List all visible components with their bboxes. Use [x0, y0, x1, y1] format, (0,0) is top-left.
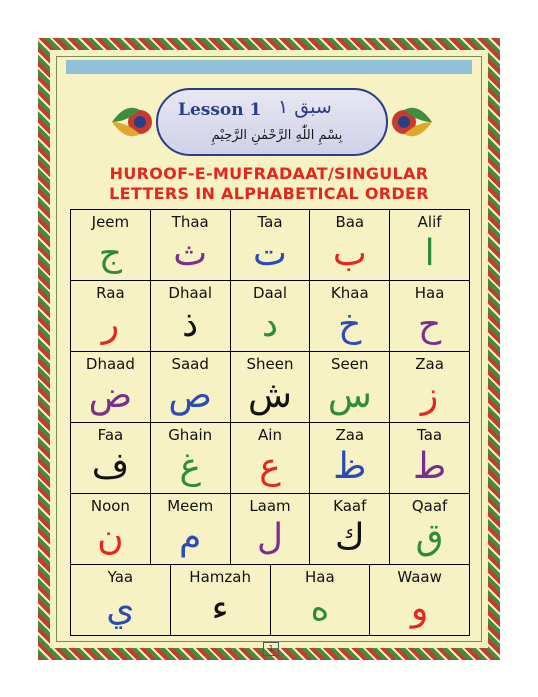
letter-cell: [71, 565, 171, 636]
title-line-2: LETTERS IN ALPHABETICAL ORDER: [109, 184, 429, 203]
letter-name: Jeem: [91, 213, 130, 231]
letter-cell: [310, 281, 390, 352]
letter-glyph: و: [410, 588, 429, 629]
letter-glyph: ت: [253, 233, 287, 274]
letter-cell: [71, 209, 151, 281]
letter-name: Dhaad: [85, 355, 135, 373]
letter-glyph: د: [261, 304, 278, 345]
letter-cell: [310, 352, 390, 423]
floral-ornament-icon: [390, 98, 434, 146]
letter-name: Thaa: [171, 213, 209, 231]
letter-glyph: ر: [101, 304, 120, 345]
letter-row: [70, 352, 470, 423]
letter-row: [70, 209, 470, 281]
letter-name: Dhaal: [168, 284, 212, 302]
letter-cell: [151, 209, 231, 281]
letter-cell: [231, 209, 311, 281]
letter-name: Yaa: [107, 568, 134, 586]
letter-glyph: غ: [179, 446, 201, 487]
letter-name: Kaaf: [333, 497, 367, 515]
lesson-title-ar: سبق ١: [278, 96, 332, 118]
letter-glyph: خ: [338, 304, 362, 345]
letter-name: Noon: [90, 497, 130, 515]
lesson-title-en: Lesson 1: [178, 100, 262, 120]
letter-name: Ain: [258, 426, 282, 444]
floral-ornament-icon: [110, 98, 154, 146]
letter-glyph: ء: [211, 588, 229, 629]
top-bar: [66, 60, 472, 74]
letter-name: Taa: [417, 426, 443, 444]
letter-glyph: ن: [97, 517, 124, 558]
letter-name: Hamzah: [189, 568, 251, 586]
letter-cell: [71, 423, 151, 494]
letter-cell: [231, 352, 311, 423]
letter-glyph: ث: [173, 233, 208, 274]
letter-name: Waaw: [397, 568, 442, 586]
letter-name: Ghain: [168, 426, 213, 444]
letter-cell: [151, 281, 231, 352]
letter-glyph: ب: [332, 233, 367, 274]
banner-frame: [156, 88, 388, 156]
letter-cell: [310, 209, 390, 281]
letter-row: [70, 423, 470, 494]
letter-name: Seen: [331, 355, 369, 373]
letter-name: Khaa: [330, 284, 369, 302]
letter-cell: [71, 352, 151, 423]
letter-glyph: ح: [417, 304, 442, 345]
letter-cell: [151, 423, 231, 494]
letter-cell: [310, 494, 390, 565]
letter-name: Alif: [417, 213, 442, 231]
letter-glyph: ظ: [333, 446, 367, 487]
letter-glyph: ص: [168, 375, 212, 416]
letter-name: Taa: [257, 213, 283, 231]
letter-cell: [151, 494, 231, 565]
letter-glyph: ك: [334, 517, 365, 558]
letter-glyph: ذ: [182, 304, 199, 345]
bismillah: بِسْمِ اللّٰهِ الرَّحْمٰنِ الرَّحِيْمِ: [211, 128, 343, 143]
letter-cell: [71, 281, 151, 352]
letter-cell: [231, 494, 311, 565]
letter-glyph: ز: [420, 375, 439, 416]
letter-name: Meem: [167, 497, 214, 515]
letter-name: Daal: [252, 284, 288, 302]
letter-row: [70, 281, 470, 352]
letter-glyph: ش: [248, 375, 292, 416]
letter-name: Qaaf: [411, 497, 448, 515]
letter-name: Zaa: [335, 426, 365, 444]
letter-cell: [390, 209, 470, 281]
letter-glyph: ط: [412, 446, 447, 487]
letter-glyph: ا: [424, 233, 435, 274]
letter-glyph: ق: [415, 517, 444, 558]
title-line-1: HUROOF-E-MUFRADAAT/SINGULAR: [109, 164, 429, 183]
letter-cell: [231, 423, 311, 494]
letter-cell: [390, 423, 470, 494]
letter-name: Sheen: [246, 355, 294, 373]
letter-name: Laam: [249, 497, 291, 515]
letter-cell: [71, 494, 151, 565]
letter-name: Baa: [335, 213, 365, 231]
letter-cell: [370, 565, 470, 636]
lesson-banner: [156, 88, 388, 156]
letter-glyph: س: [327, 375, 372, 416]
letter-name: Zaa: [415, 355, 444, 373]
letter-cell: [390, 494, 470, 565]
letter-name: Raa: [96, 284, 125, 302]
letter-cell: [171, 565, 271, 636]
letter-row: [70, 494, 470, 565]
letter-glyph: ج: [98, 233, 123, 274]
page-title: [66, 164, 472, 204]
letter-name: Saad: [171, 355, 209, 373]
letter-name: Faa: [97, 426, 124, 444]
letter-glyph: ع: [259, 446, 281, 487]
letter-cell: [310, 423, 390, 494]
letter-grid: [70, 209, 470, 636]
letter-glyph: ه: [310, 588, 330, 629]
letter-cell: [390, 281, 470, 352]
letter-name: Haa: [305, 568, 335, 586]
letter-cell: [151, 352, 231, 423]
page-number: 1: [263, 642, 279, 656]
letter-glyph: م: [179, 517, 202, 558]
letter-glyph: ف: [91, 446, 130, 487]
letter-cell: [390, 352, 470, 423]
letter-name: Haa: [414, 284, 445, 302]
letter-glyph: ض: [88, 375, 133, 416]
lesson-page: [38, 38, 500, 660]
letter-cell: [271, 565, 371, 636]
letter-glyph: ي: [106, 588, 135, 629]
letter-row: [70, 565, 470, 636]
letter-glyph: ل: [256, 517, 284, 558]
letter-cell: [231, 281, 311, 352]
